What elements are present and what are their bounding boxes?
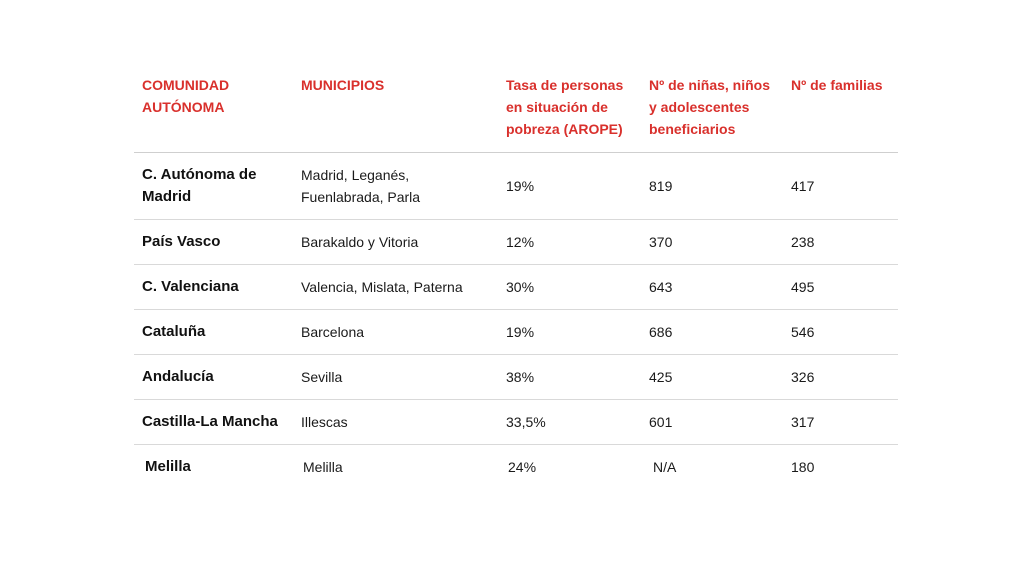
cell-poverty-rate: 19%: [506, 324, 535, 340]
cell-poverty-rate: 12%: [506, 234, 535, 250]
cell-municipalities: Barakaldo y Vitoria: [301, 234, 419, 250]
header-families: Nº de familias: [791, 77, 883, 93]
header-municipalities: MUNICIPIOS: [301, 77, 385, 93]
cell-children: 370: [649, 234, 673, 250]
cell-families: 326: [791, 369, 815, 385]
table-header: [134, 70, 898, 153]
cell-poverty-rate: 38%: [506, 369, 535, 385]
table-row: [134, 265, 898, 310]
cell-community: C. Valenciana: [142, 278, 239, 295]
cell-poverty-rate: 33,5%: [506, 414, 546, 430]
cell-community: Andalucía: [142, 368, 214, 385]
cell-families: 238: [791, 234, 815, 250]
header-children: Nº de niñas, niños y adolescentes beneficiarios: [649, 77, 771, 137]
cell-community: País Vasco: [142, 233, 221, 250]
cell-families: 417: [791, 178, 815, 194]
cell-children: 425: [649, 369, 673, 385]
table-row: [134, 220, 898, 265]
cell-municipalities: Madrid, Leganés, Fuenlabrada, Parla: [301, 167, 421, 205]
cell-children: 601: [649, 414, 673, 430]
cell-families: 495: [791, 279, 815, 295]
cell-poverty-rate: 30%: [506, 279, 535, 295]
cell-children: 686: [649, 324, 673, 340]
data-table: [134, 70, 898, 489]
cell-families: 546: [791, 324, 815, 340]
cell-municipalities: Melilla: [303, 459, 343, 475]
cell-children: N/A: [653, 459, 677, 475]
table-row: [134, 310, 898, 355]
table-row: [134, 153, 898, 220]
cell-community: C. Autónoma de Madrid: [142, 166, 257, 205]
table-row: [134, 400, 898, 445]
table-row: [134, 355, 898, 400]
cell-poverty-rate: 24%: [508, 459, 537, 475]
table-row: [134, 445, 898, 489]
cell-children: 643: [649, 279, 673, 295]
cell-families: 180: [791, 459, 815, 475]
header-poverty-rate: Tasa de personas en situación de pobreza (AROPE): [506, 77, 624, 137]
cell-community: Cataluña: [142, 323, 206, 340]
header-community: COMUNIDAD AUTÓNOMA: [142, 77, 230, 115]
cell-families: 317: [791, 414, 815, 430]
cell-municipalities: Illescas: [301, 414, 348, 430]
cell-community: Melilla: [145, 458, 191, 475]
cell-municipalities: Sevilla: [301, 369, 343, 385]
cell-poverty-rate: 19%: [506, 178, 535, 194]
cell-municipalities: Valencia, Mislata, Paterna: [301, 279, 463, 295]
cell-community: Castilla-La Mancha: [142, 413, 278, 430]
cell-municipalities: Barcelona: [301, 324, 365, 340]
cell-children: 819: [649, 178, 673, 194]
